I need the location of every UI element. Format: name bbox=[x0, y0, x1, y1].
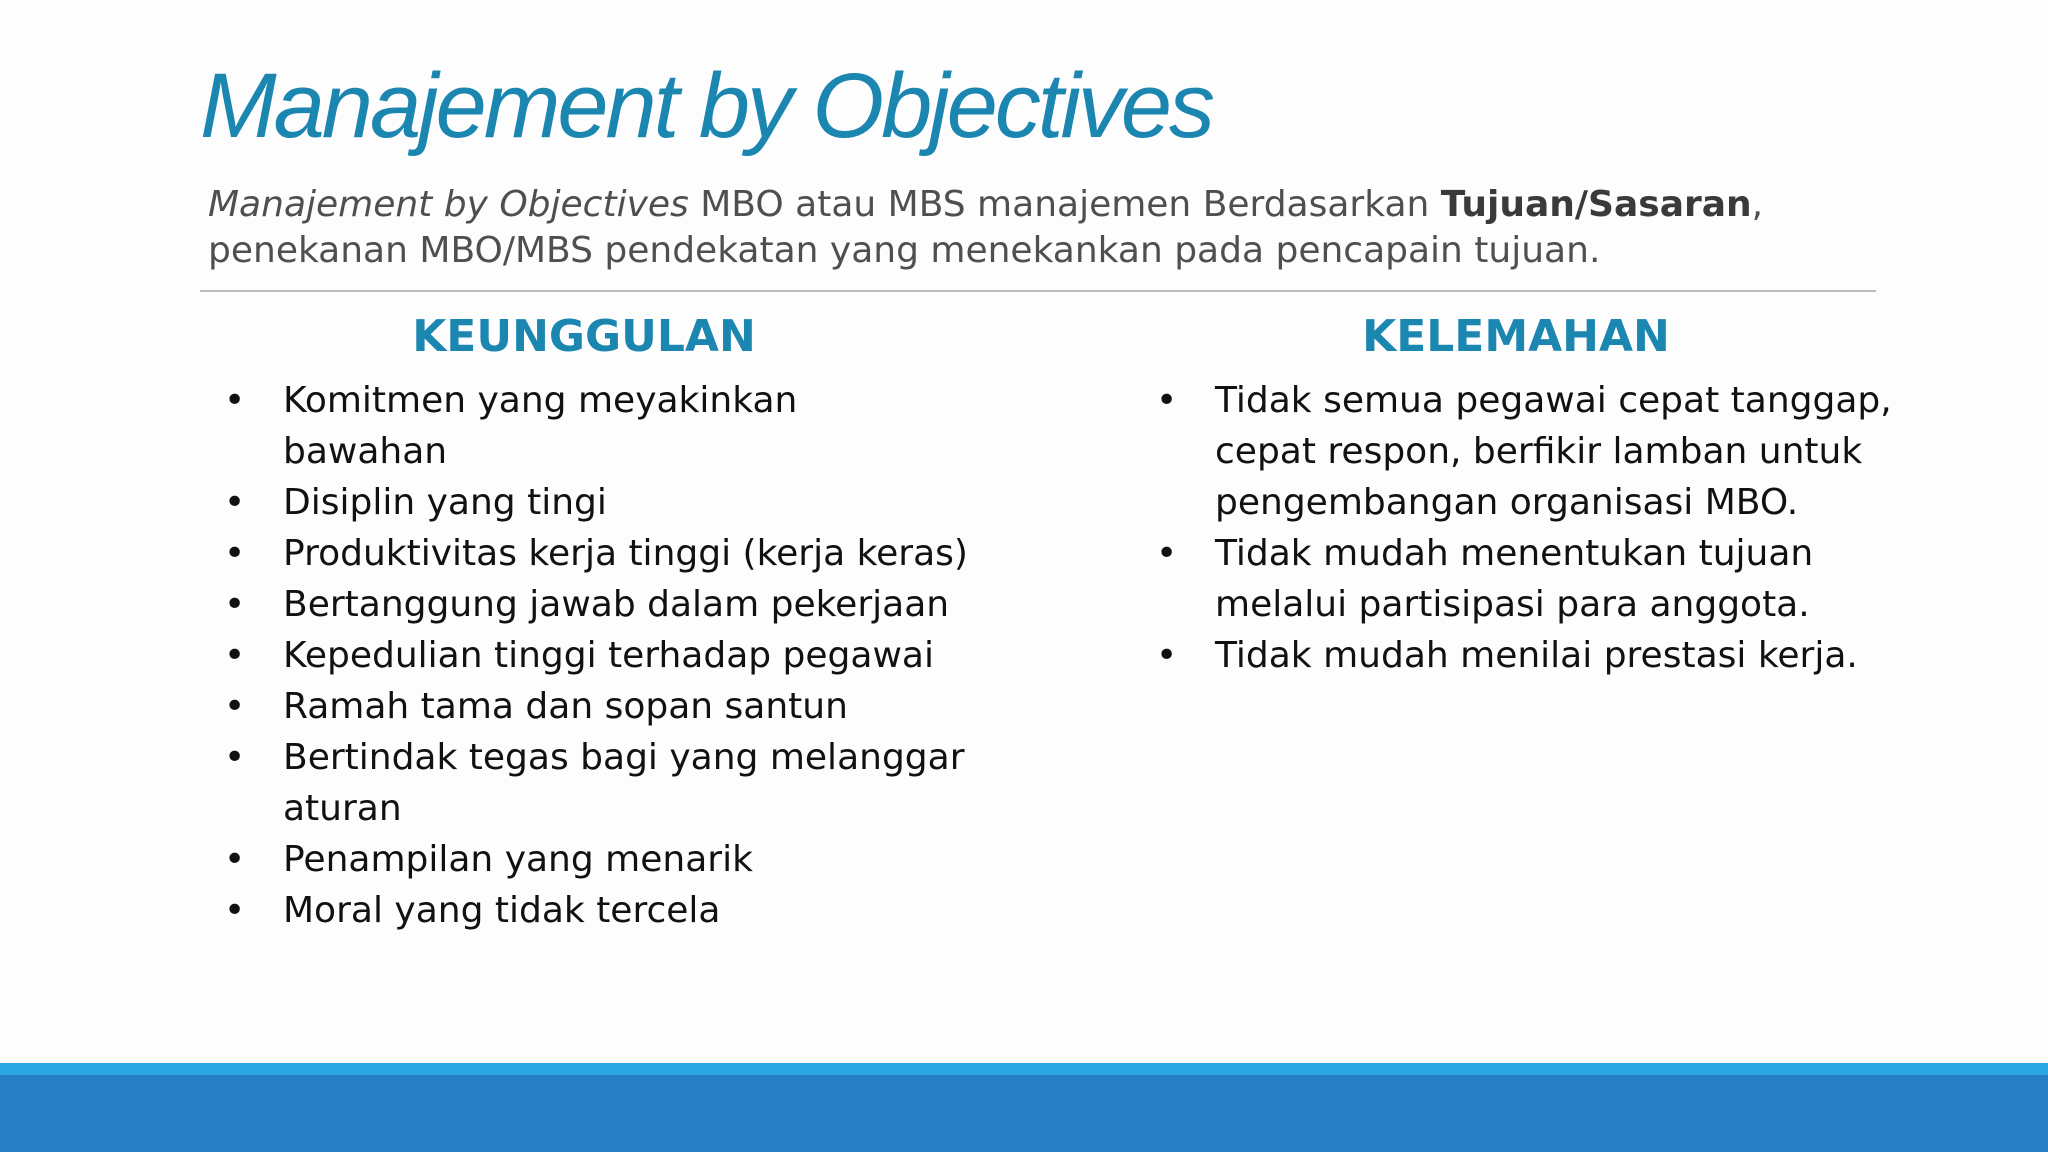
list-item bbox=[208, 681, 968, 732]
bullet-icon: • bbox=[1156, 635, 1178, 676]
bullet-icon: • bbox=[224, 890, 246, 931]
slide-title: Manajement by Objectives bbox=[200, 55, 1213, 157]
bullet-icon: • bbox=[224, 686, 246, 727]
disadvantages-list bbox=[1140, 375, 1900, 681]
list-item bbox=[208, 630, 968, 681]
advantages-list bbox=[208, 375, 968, 936]
list-item-text: Disiplin yang tingi bbox=[283, 482, 607, 523]
subtitle-bold-term: Tujuan/Sasaran bbox=[1440, 184, 1752, 225]
list-item bbox=[208, 732, 968, 834]
list-item-text: Moral yang tidak tercela bbox=[283, 890, 721, 931]
list-item-text: Tidak mudah menentukan tujuan melalui partisipasi para anggota. bbox=[1215, 533, 1814, 625]
footer-accent-line bbox=[0, 1063, 2048, 1075]
list-item bbox=[1140, 528, 1900, 630]
subtitle-text-2: , penekanan MBO/MBS pendekatan yang menekankan pada pencapain tujuan. bbox=[208, 184, 1764, 271]
bullet-icon: • bbox=[1156, 533, 1178, 574]
bullet-icon: • bbox=[224, 482, 246, 523]
subtitle-text-1: MBO atau MBS manajemen Berdasarkan bbox=[688, 184, 1441, 225]
advantages-heading: KEUNGGULAN bbox=[412, 311, 756, 362]
slide-subtitle bbox=[208, 182, 1908, 274]
list-item bbox=[1140, 375, 1900, 528]
list-item-text: Penampilan yang menarik bbox=[283, 839, 753, 880]
subtitle-italic-term: Manajement by Objectives bbox=[208, 184, 689, 225]
list-item-text: Bertindak tegas bagi yang melanggar aturan bbox=[283, 737, 965, 829]
list-item-text: Komitmen yang meyakinkan bawahan bbox=[283, 380, 798, 472]
disadvantages-heading: KELEMAHAN bbox=[1362, 311, 1670, 362]
header-divider bbox=[200, 290, 1876, 292]
list-item bbox=[208, 528, 968, 579]
list-item-text: Tidak mudah menilai prestasi kerja. bbox=[1215, 635, 1858, 676]
bullet-icon: • bbox=[224, 533, 246, 574]
list-item bbox=[208, 885, 968, 936]
bullet-icon: • bbox=[224, 839, 246, 880]
list-item bbox=[208, 579, 968, 630]
bullet-icon: • bbox=[224, 584, 246, 625]
advantages-column bbox=[208, 305, 968, 936]
list-item bbox=[208, 834, 968, 885]
bullet-icon: • bbox=[224, 737, 246, 778]
disadvantages-column bbox=[1140, 305, 1900, 681]
bullet-icon: • bbox=[224, 380, 246, 421]
footer-bar bbox=[0, 1075, 2048, 1152]
list-item-text: Tidak semua pegawai cepat tanggap, cepat respon, berfikir lamban untuk pengembangan organisasi MBO. bbox=[1215, 380, 1892, 523]
list-item-text: Bertanggung jawab dalam pekerjaan bbox=[283, 584, 950, 625]
list-item-text: Produktivitas kerja tinggi (kerja keras) bbox=[283, 533, 968, 574]
bullet-icon: • bbox=[1156, 380, 1178, 421]
list-item bbox=[208, 375, 968, 477]
list-item-text: Ramah tama dan sopan santun bbox=[283, 686, 848, 727]
list-item-text: Kepedulian tinggi terhadap pegawai bbox=[283, 635, 934, 676]
list-item bbox=[1140, 630, 1900, 681]
list-item bbox=[208, 477, 968, 528]
bullet-icon: • bbox=[224, 635, 246, 676]
